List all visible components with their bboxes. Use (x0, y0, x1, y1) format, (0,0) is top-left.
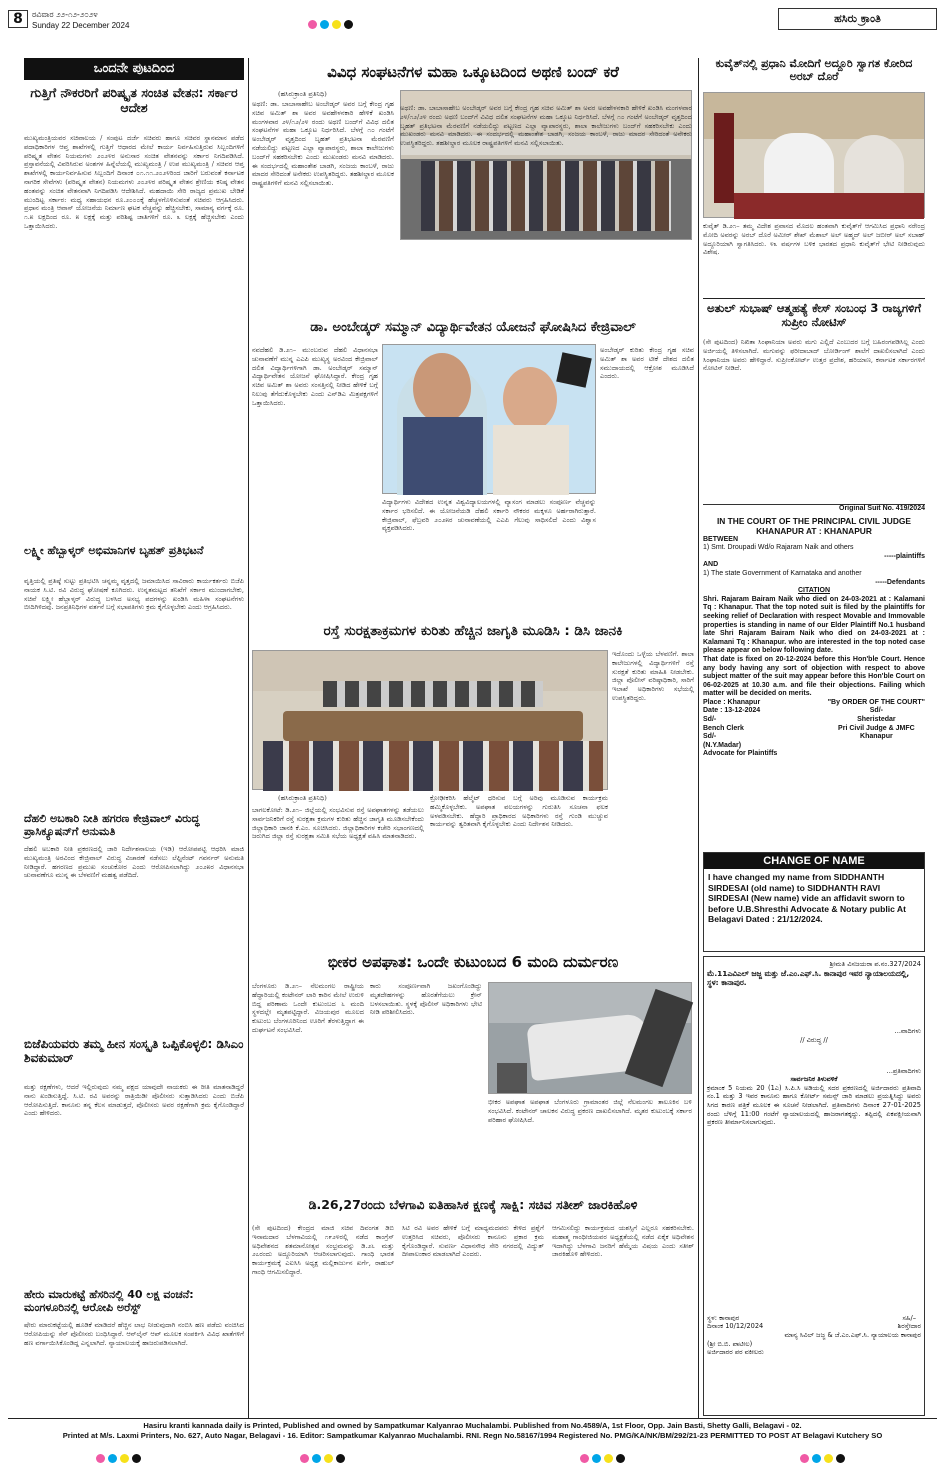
left-headline-1: ಗುತ್ತಿಗೆ ನೌಕರರಿಗೆ ಪರಿಷ್ಕೃತ ಸಂಚಿತ ವೇತನ: ಸರ್ಕಾರ ಆದೇಶ (30, 85, 238, 115)
suit-notice (703, 504, 925, 816)
suit-advocate-name: (N.Y.Madar) (703, 741, 742, 749)
left-banner: ಒಂದನೇ ಪುಟದಿಂದ (24, 58, 244, 80)
header-color-dots-left (308, 14, 356, 33)
right-body-1: ಕುವೈತ್ ಡಿ.೨೧– ತಮ್ಮ ವಿದೇಶ ಪ್ರವಾಸದ ಮೊದಲ ಹಂತವಾಗಿ ಕುವೈತ್‌ಗೆ ಆಗಮಿಸಿದ ಪ್ರಧಾನಿ ನರೇಂದ್ರ ಮೋದಿ ಅವರನ್ನು ಅರಬ್ ದೊರೆ ಅಮೀರ್ ಶೇಖ್ ಮೆಶಾಲ್ ಅಲ್ ಅಹ್ಮದ್ ಅಲ್ ಜಬೀರ್ ಅಲ್ ಸಬಾಹ್ ಅದ್ದೂರಿಯಾಗಿ ಸ್ವಾಗತಿಸಿದರು. ೪೩ ವರ್ಷಗಳ ಬಳಿಕ ಭಾರತದ ಪ್ರಧಾನಿ ಕುವೈತ್‌ಗೆ ಭೇಟಿ ನೀಡಿರುವುದು ವಿಶೇಷ. (703, 222, 925, 257)
center-headline-5: ಡಿ.26,27ರಂದು ಬೆಳಗಾವಿ ಐತಿಹಾಸಿಕ ಕ್ಷಣಕ್ಕೆ ಸಾಕ್ಷಿ: ಸಚಿವ ಸತೀಶ್ ಜಾರಕಿಹೊಳಿ (308, 1197, 638, 1212)
divider-left (248, 58, 249, 1418)
kn-notice-vadi: ...ವಾದಿಗಳು (894, 1027, 921, 1036)
center-body-1b (400, 104, 692, 310)
center-headline-2: ಡಾ. ಅಂಬೇಡ್ಕರ್ ಸಮ್ಮಾನ್ ವಿದ್ಯಾರ್ಥಿವೇತನ ಯೋಜನೆ ಘೋಷಿಸಿದ ಕೇಜ್ರಿವಾಲ್ (310, 320, 636, 335)
suit-date: Date : 13-12-2024 (703, 707, 761, 715)
suit-sd-2: Sd/- (703, 733, 717, 741)
suit-citation-title: CITATION (797, 587, 830, 595)
left-body-3: ದೆಹಲಿ ಅಬಕಾರಿ ನೀತಿ ಪ್ರಕರಣದಲ್ಲಿ ಜಾರಿ ನಿರ್ದೇಶನಾಲಯ (ಇಡಿ) ಆರೋಪಪಟ್ಟಿ ಆಧರಿಸಿ ಮಾಜಿ ಮುಖ್ಯಮಂತ್ರಿ ಅರವಿಂದ ಕೇಜ್ರಿವಾಲ್ ವಿರುದ್ಧ ವಿಚಾರಣೆ ನಡೆಸಲು ಲೆಫ್ಟಿನೆಂಟ್ ಗವರ್ನರ್ ಅನುಮತಿ ನೀಡಿದ್ದಾರೆ. ಹಗರಣದ ಪ್ರಮುಖ ಸಂಚುಕೋರ ಎಂದು ಆರೋಪಿಸಲಾಗಿದ್ದು ೨೦೨೫ರ ವಿಧಾನಸಭಾ ಚುನಾವಣೆಗೂ ಮುನ್ನ ಈ ಬೆಳವಣಿಗೆ ಮಹತ್ವ ಪಡೆದಿದೆ. (24, 845, 244, 880)
suit-court: IN THE COURT OF THE PRINCIPAL CIVIL JUDGE KHANAPUR AT : KHANAPUR (716, 515, 912, 536)
kn-notice-sd: ಸಹಿ/– (902, 1313, 917, 1322)
kn-notice-head: ಮೆ.11ಎವಿಎಲ್ ಜಜ್ಜ ಮತ್ತು ಜೆ.ಎಂ.ಎಫ್.ಸಿ. ಕಾನಾಪುರ ಇವರ ನ್ಯಾಯಾಲಯದಲ್ಲಿ, ಸ್ಥಳ: ಕಾನಾಪುರ. (707, 968, 910, 987)
center-body-1-tail: ಅಥಣಿ: ಡಾ. ಬಾಬಾಸಾಹೇಬ ಅಂಬೇಡ್ಕರ್ ಅವರ ಬಗ್ಗೆ ಕೇಂದ್ರ ಗೃಹ ಸಚಿವ ಅಮಿತ್ ಶಾ ಅವರ ಅವಹೇಳನಕಾರಿ ಹೇಳಿಕೆ ಖಂಡಿಸಿ ಮಂಗಳವಾರ ೨೪/೧೨/೨೪ ರಂದು ಅಥಣಿ ಬಂದ್‌ಗೆ ವಿವಿಧ ದಲಿತ ಸಂಘಟನೆಗಳ ಮಹಾ ಒಕ್ಕೂಟ ನಿರ್ಧರಿಸಿದೆ. ಬೆಳಗ್ಗೆ ೧೦ ಗಂಟೆಗೆ ಅಂಬೇಡ್ಕರ್ ವೃತ್ತದಿಂದ ಬೃಹತ್ ಪ್ರತಿಭಟನಾ ಮೆರವಣಿಗೆ ನಡೆಯಲಿದ್ದು ಪಟ್ಟಣದ ಎಲ್ಲಾ ವ್ಯಾಪಾರಸ್ಥರು, ಶಾಲಾ ಕಾಲೇಜುಗಳು ಬಂದ್‌ಗೆ ಸಹಕರಿಸಬೇಕು ಎಂದು ಮುಖಂಡರು ಮನವಿ ಮಾಡಿದರು. ಈ ಸಂದರ್ಭದಲ್ಲಿ ಮಹಾಂತೇಶ ಬಾಡಗಿ, ಸಂಜಯ ಕಾಂಬಳೆ, ರಾಜು ಮಾದರ ಸೇರಿದಂತೆ ಅನೇಕರು ಉಪಸ್ಥಿತರಿದ್ದರು. ತಹಶೀಲ್ದಾರ ಮೂಲಕ ರಾಷ್ಟ್ರಪತಿಗಳಿಗೆ ಮನವಿ ಸಲ್ಲಿಸಲಾಯಿತು. (400, 104, 692, 148)
footer-color-dots-center-left (300, 1448, 348, 1467)
left-column (24, 58, 244, 1418)
footer-line-2: Printed at M/s. Laxmi Printers, No. 627, Auto Nagar, Belagavi - 16. Editor: Sampatkumar Kalyanrao Muchalambi. RNI. Regn No.58167/1994 Registered No. PMG/KA/NK/BM/292/21-23 PERMITTED TO POST AT Belagavi Kutchery SO (62, 1431, 883, 1440)
kn-notice-top: ಶ್ರೀಮತಿ ವಿಸಜಯರಾ ಪ.ನಂ.327/2024 (829, 960, 921, 968)
suit-body: Shri. Rajaram Bairam Naik who died on 24-03-2021 at : Kalamani Tq : Khanapur. That the top noted suit is filed by the plaintiffs for seeking relief of Declaration with respect Movable and Immovable properties is standing in name of our Elder Plaintiff No.1 husband late Shri Rajaram Bairam Naik who died on 24-03-2021 at : Kalamani Tq : Khanapur. who are interested in the top noted case please appear on below following date. (703, 595, 925, 655)
kejriwal-scholarship-photo (382, 344, 596, 494)
right-divider-1 (703, 298, 925, 299)
center-body-2b: ವಿದ್ಯಾರ್ಥಿಗಳು ವಿದೇಶದ ಉನ್ನತ ವಿಶ್ವವಿದ್ಯಾಲಯಗಳಲ್ಲಿ ವ್ಯಾಸಂಗ ಮಾಡಲು ಸಂಪೂರ್ಣ ವೆಚ್ಚವನ್ನು ಸರ್ಕಾರ ಭರಿಸಲಿದೆ. ಈ ಯೋಜನೆಯಡಿ ದೆಹಲಿ ಸರ್ಕಾರಿ ನೌಕರರ ಮಕ್ಕಳೂ ಅರ್ಹರಾಗಿರುತ್ತಾರೆ. ಕೇಜ್ರಿವಾಲ್, ಫೆಬ್ರವರಿ ೨೦೨೫ರ ಚುನಾವಣೆಯಲ್ಲಿ ಎಎಪಿ ಗೆಲುವು ಸಾಧಿಸಲಿದೆ ಎಂದು ವಿಶ್ವಾಸ ವ್ಯಕ್ತಪಡಿಸಿದರು. (382, 498, 596, 533)
kn-notice-advocate: (ಶ್ರೀ ಬಿ.ಬಿ. ಪಾಟೀಲ) (707, 1339, 753, 1348)
center-body-5a: (ಸೇ ಪುಟದಿಂದ) ಕೇಂದ್ರದ ಮಾಜಿ ಸಚಿವ ದಿವಂಗತ ಡಿಬಿ ಇನಾಮದಾರ ಬೆಳಗಾವಿಯಲ್ಲಿ ೧೯೨೪ರಲ್ಲಿ ನಡೆದ ಕಾಂಗ್ರೆಸ್ ಅಧಿವೇಶನದ ಶತಮಾನೋತ್ಸವ ಸಂಭ್ರಮವನ್ನು ಡಿ.೨೬ ಮತ್ತು ೨೭ರಂದು ಅದ್ದೂರಿಯಾಗಿ ಆಚರಿಸಲಾಗುವುದು. ಗಾಂಧಿ ಭಾರತ ಕಾರ್ಯಕ್ರಮಕ್ಕೆ ಎಐಸಿಸಿ ಅಧ್ಯಕ್ಷ ಮಲ್ಲಿಕಾರ್ಜುನ ಖರ್ಗೆ, ರಾಹುಲ್ ಗಾಂಧಿ ಆಗಮಿಸಲಿದ್ದಾರೆ. (252, 1224, 394, 1276)
center-column (252, 58, 694, 1418)
kn-notice-place: ಸ್ಥಳ: ಕಾನಾಪುರ (707, 1313, 740, 1322)
header-date-english: Sunday 22 December 2024 (32, 21, 130, 30)
footer-imprint (8, 1421, 937, 1445)
center-body-1: ಅಥಣಿ: ಡಾ. ಬಾಬಾಸಾಹೇಬ ಅಂಬೇಡ್ಕರ್ ಅವರ ಬಗ್ಗೆ ಕೇಂದ್ರ ಗೃಹ ಸಚಿವ ಅಮಿತ್ ಶಾ ಅವರ ಅವಹೇಳನಕಾರಿ ಹೇಳಿಕೆ ಖಂಡಿಸಿ ಮಂಗಳವಾರ ೨೪/೧೨/೨೪ ರಂದು ಅಥಣಿ ಬಂದ್‌ಗೆ ವಿವಿಧ ದಲಿತ ಸಂಘಟನೆಗಳ ಮಹಾ ಒಕ್ಕೂಟ ನಿರ್ಧರಿಸಿದೆ. ಬೆಳಗ್ಗೆ ೧೦ ಗಂಟೆಗೆ ಅಂಬೇಡ್ಕರ್ ವೃತ್ತದಿಂದ ಬೃಹತ್ ಪ್ರತಿಭಟನಾ ಮೆರವಣಿಗೆ ನಡೆಯಲಿದ್ದು ಪಟ್ಟಣದ ಎಲ್ಲಾ ವ್ಯಾಪಾರಸ್ಥರು, ಶಾಲಾ ಕಾಲೇಜುಗಳು ಬಂದ್‌ಗೆ ಸಹಕರಿಸಬೇಕು ಎಂದು ಮುಖಂಡರು ಮನವಿ ಮಾಡಿದರು. ಈ ಸಂದರ್ಭದಲ್ಲಿ ಮಹಾಂತೇಶ ಬಾಡಗಿ, ಸಂಜಯ ಕಾಂಬಳೆ, ರಾಜು ಮಾದರ ಸೇರಿದಂತೆ ಅನೇಕರು ಉಪಸ್ಥಿತರಿದ್ದರು. ತಹಶೀಲ್ದಾರ ಮೂಲಕ ರಾಷ್ಟ್ರಪತಿಗಳಿಗೆ ಮನವಿ ಸಲ್ಲಿಸಲಾಯಿತು. (252, 100, 394, 188)
left-headline-2: ಲಕ್ಷ್ಮೀ ಹೆಬ್ಬಾಳ್ಕರ್ ಅಭಿಮಾನಿಗಳ ಬೃಹತ್ ಪ್ರತಿಭಟನೆ (24, 544, 204, 557)
center-body-4b: ಕಾರು ಸಂಪೂರ್ಣವಾಗಿ ಜಖಂಗೊಂಡಿದ್ದು ಮೃತದೇಹಗಳನ್ನು ಹೊರತೆಗೆಯಲು ಕ್ರೇನ್ ಬಳಸಲಾಯಿತು. ಸ್ಥಳಕ್ಕೆ ಪೊಲೀಸ್ ಅಧಿಕಾರಿಗಳು ಭೇಟಿ ನೀಡಿ ಪರಿಶೀಲಿಸಿದರು. (370, 982, 482, 1017)
suit-place: Place : Khanapur (703, 698, 761, 706)
center-body-2a: ನವದೆಹಲಿ ಡಿ.೨೧– ಮುಂಬರುವ ದೆಹಲಿ ವಿಧಾನಸಭಾ ಚುನಾವಣೆಗೆ ಮುನ್ನ ಎಎಪಿ ಮುಖ್ಯಸ್ಥ ಅರವಿಂದ ಕೇಜ್ರಿವಾಲ್ ದಲಿತ ವಿದ್ಯಾರ್ಥಿಗಳಿಗಾಗಿ ಡಾ. ಅಂಬೇಡ್ಕರ್ ಸಮ್ಮಾನ್ ವಿದ್ಯಾರ್ಥಿವೇತನ ಯೋಜನೆ ಘೋಷಿಸಿದ್ದಾರೆ. ಕೇಂದ್ರ ಗೃಹ ಸಚಿವ ಅಮಿತ್ ಶಾ ಅವರು ಸಂಸತ್ತಿನಲ್ಲಿ ನೀಡಿದ ಹೇಳಿಕೆ ಬಗ್ಗೆ ನಿಲುವು ತೆಗೆದುಕೊಳ್ಳಬೇಕು ಎಂದು ಎನ್‌ಡಿಎ ಮಿತ್ರಪಕ್ಷಗಳಿಗೆ ಒತ್ತಾಯಿಸಿದರು. (252, 346, 378, 407)
kn-notice-sheri: ಶಿರಸ್ತೇದಾರ (897, 1322, 921, 1331)
center-body-5b: ಸಿಟಿ ರವಿ ಅವರ ಹೇಳಿಕೆ ಬಗ್ಗೆ ಮಾಧ್ಯಮದವರು ಕೇಳಿದ ಪ್ರಶ್ನೆಗೆ ಉತ್ತರಿಸಿದ ಸಚಿವರು, ಪೊಲೀಸರು ಕಾನೂನು ಪ್ರಕಾರ ಕ್ರಮ ಕೈಗೊಂಡಿದ್ದಾರೆ. ಸುವರ್ಣ ವಿಧಾನಸೌಧ ಸೇರಿ ನಗರದಲ್ಲಿ ವಿದ್ಯುತ್ ದೀಪಾಲಂಕಾರ ಮಾಡಲಾಗಿದೆ ಎಂದರು. (402, 1224, 544, 1259)
footer-color-dots-center-right (580, 1448, 628, 1467)
suit-sheristedar: Sheristedar (857, 716, 896, 724)
suit-place-2: Khanapur (860, 733, 893, 741)
suit-number: Original Suit No. 419/2024 (839, 505, 925, 512)
suit-order: "By ORDER OF THE COURT" (827, 698, 925, 706)
suit-plaintiff: 1) Smt. Droupadi Wd/o Rajaram Naik and others (703, 544, 854, 552)
suit-defendant: 1) The state Government of Karnataka and another (703, 569, 862, 577)
header-masthead: ಹಸಿರು ಕ್ರಾಂತಿ (778, 8, 937, 30)
center-headline-3: ರಸ್ತೆ ಸುರಕ್ಷತಾಕ್ರಮಗಳ ಕುರಿತು ಹೆಚ್ಚಿನ ಜಾಗೃತಿ ಮೂಡಿಸಿ : ಡಿಸಿ ಜಾನಕಿ (323, 623, 623, 639)
right-headline-1: ಕುವೈತ್‌ನಲ್ಲಿ ಪ್ರಧಾನಿ ಮೋದಿಗೆ ಅದ್ದೂರಿ ಸ್ವಾಗತ ಕೋರಿದ ಅರಬ್ ದೊರೆ (715, 57, 913, 83)
center-body-5c: ಆಗಮಿಸಲಿದ್ದು ಕಾರ್ಯಕ್ರಮದ ಯಶಸ್ಸಿಗೆ ಎಲ್ಲರೂ ಸಹಕರಿಸಬೇಕು. ಮಹಾತ್ಮ ಗಾಂಧೀಜಿಯವರ ಅಧ್ಯಕ್ಷತೆಯಲ್ಲಿ ನಡೆದ ಏಕೈಕ ಅಧಿವೇಶನ ಇದಾಗಿದ್ದು ಬೆಳಗಾವಿ ಜನರಿಗೆ ಹೆಮ್ಮೆಯ ವಿಷಯ ಎಂದು ಸತೀಶ್ ಜಾರಕಿಹೊಳಿ ಹೇಳಿದರು. (552, 1224, 694, 1259)
center-body-3a: ಬಾಗಲಕೋಟೆ: ಡಿ.೨೧– ಜಿಲ್ಲೆಯಲ್ಲಿ ಸಂಭವಿಸುವ ರಸ್ತೆ ಅಪಘಾತಗಳನ್ನು ತಡೆಯಲು ಸಾರ್ವಜನಿಕರಿಗೆ ರಸ್ತೆ ಸುರಕ್ಷತಾ ಕ್ರಮಗಳ ಕುರಿತು ಹೆಚ್ಚಿನ ಜಾಗೃತಿ ಮೂಡಿಸಬೇಕೆಂದು ಜಿಲ್ಲಾಧಿಕಾರಿ ಜಾನಕಿ ಕೆ.ಎಂ. ಸೂಚಿಸಿದರು. ಜಿಲ್ಲಾಧಿಕಾರಿಗಳ ಕಚೇರಿ ಸಭಾಂಗಣದಲ್ಲಿ ಜರುಗಿದ ಜಿಲ್ಲಾ ರಸ್ತೆ ಸುರಕ್ಷತಾ ಸಮಿತಿ ಸಭೆಯ ಅಧ್ಯಕ್ಷತೆ ವಹಿಸಿ ಮಾತನಾಡಿದರು. (252, 806, 424, 841)
footer-rule (8, 1418, 937, 1419)
left-body-1: ಮುಖ್ಯಮಂತ್ರಿಯವರ ಸಚಿವಾಲಯ / ಸಂಪುಟ ದರ್ಜೆ ಸಚಿವರು ಹಾಗೂ ಸಚಿವರ ಸ್ಥಾನಮಾನ ಪಡೆದ ಪದಾಧಿಕಾರಿಗಳ ಆಪ್ತ ಶಾಖೆಗಳಲ್ಲಿ ಗುತ್ತಿಗೆ ಆಧಾರದ ಮೇಲೆ ಕಾರ್ಯ ನಿರ್ವಹಿಸುತ್ತಿರುವ ಸಿಬ್ಬಂದಿಗಳಿಗೆ ಪರಿಷ್ಕೃತ ವೇತನ ನಿಯಮಗಳು ೨೦೨೪ರ ಅನುಸಾರ ಸಂಚಿತ ವೇತನವನ್ನು ಸರ್ಕಾರ ನಿಗದಿಪಡಿಸಿದೆ. ಪ್ರಸ್ತಾವನೆಯಲ್ಲಿ ವಿವರಿಸಿರುವ ಅಂಶಗಳ ಹಿನ್ನೆಲೆಯಲ್ಲಿ ಮುಖ್ಯಮಂತ್ರಿ / ಉಪ ಮುಖ್ಯಮಂತ್ರಿ / ಸಚಿವರ ಆಪ್ತ ಶಾಖೆಗಳಲ್ಲಿ ಕಾರ್ಯನಿರ್ವಹಿಸುವ ಸಿಬ್ಬಂದಿಗೆ ದಿನಾಂಕ ೦೧.೧೧.೨೦೨೪ರಿಂದ ಜಾರಿಗೆ ಬರುವಂತೆ ಕರ್ನಾಟಕ ನಾಗರಿಕ ಸೇವೆಗಳು (ಪರಿಷ್ಕೃತ ವೇತನ) ನಿಯಮಗಳು ೨೦೨೪ರ ಪರಿಷ್ಕೃತ ವೇತನ ಶ್ರೇಣಿಯ ಕನಿಷ್ಠ ವೇತನ ಹಂತವನ್ನು ಸಂಚಿತ ವೇತನವಾಗಿ ನಿಗದಿಪಡಿಸಿ ಆದೇಶಿಸಿದೆ. ಮಹದಾಯಿ ಸೇರಿ ರಾಜ್ಯದ ಪ್ರಮುಖ ಬೇಡಿಕೆ ಮುಂದಿಟ್ಟ ಸರ್ಕಾರ: ಮಧ್ಯ ಸಹಾಯಧನ ರೂ.೨೦೦೦ಕ್ಕೆ ಹೆಚ್ಚಳಗೊಳಿಸುವಂತೆ ಸಚಿವರು ಆಗ್ರಹಿಸಿದರು. ಪ್ರಧಾನ ಮಂತ್ರಿ ಆವಾಸ್ ಯೋಜನೆಯ ನಿರ್ಮಾಣ ಘಟಕ ವೆಚ್ಚವನ್ನು ಹೆಚ್ಚಿಸಬೇಕು, ಸಾಮಾನ್ಯ ವರ್ಗಕ್ಕೆ ರೂ. ೧.೫ ಲಕ್ಷದಿಂದ ರೂ. ೫ ಲಕ್ಷಕ್ಕೆ ಮತ್ತು ಪರಿಶಿಷ್ಟ ಜಾತಿಗಳಿಗೆ ರೂ. ೩ ಲಕ್ಷಕ್ಕೆ ಹೆಚ್ಚಿಸಬೇಕು ಎಂದು ಒತ್ತಾಯಿಸಿದರು. (24, 134, 244, 230)
suit-advocate-role: Advocate for Plaintiffs (703, 750, 778, 758)
kn-notice-date: ದಿನಾಂಕ 10/12/2024 (707, 1322, 764, 1331)
suit-plaintiff-role: -----plaintiffs (884, 552, 925, 560)
suit-body-2: That date is fixed on 20-12-2024 before this Hon'ble Court. Hence any body having any sort of objection with respect to above subject matter of the suit may appear before this Hon'ble Court on 06-02-2025 at 10.30 a.m. and file their objections. Failing which matter will be decided on merits. (703, 655, 925, 698)
left-headline-5: ಹೇರು ಮಾರುಕಟ್ಟೆ ಹೆಸರಿನಲ್ಲಿ 40 ಲಕ್ಷ ವಂಚನೆ: ಮಂಗಳೂರಿನಲ್ಲಿ ಆರೋಪಿ ಅರೆಸ್ಟ್ (24, 1288, 194, 1314)
center-body-3c: ಇದೊಂದು ಒಳ್ಳೆಯ ಬೆಳವಣಿಗೆ. ಶಾಲಾ ಕಾಲೇಜುಗಳಲ್ಲಿ ವಿದ್ಯಾರ್ಥಿಗಳಿಗೆ ರಸ್ತೆ ಸುರಕ್ಷತೆ ಕುರಿತು ಮಾಹಿತಿ ನೀಡಬೇಕು. ಜಿಲ್ಲಾ ಪೊಲೀಸ್ ವರಿಷ್ಠಾಧಿಕಾರಿ, ಸಾರಿಗೆ ಇಲಾಖೆ ಅಧಿಕಾರಿಗಳು ಸಭೆಯಲ್ಲಿ ಉಪಸ್ಥಿತರಿದ್ದರು. (612, 650, 694, 702)
kn-notice-public: ಸಾರ್ವಜನಿಕ ತಿಳುವಳಿಕೆ (790, 1075, 838, 1084)
center-headline-1: ವಿವಿಧ ಸಂಘಟನೆಗಳ ಮಹಾ ಒಕ್ಕೂಟದಿಂದ ಅಥಣಿ ಬಂದ್ ಕರೆ (327, 63, 619, 81)
header-date-kannada: ರವಿವಾರ ೨೨-೧೨-೨೦೨೪ (32, 10, 98, 19)
kn-notice-advocate-role: ಅರ್ಜಿದಾರರ ಪರ ವಕೀಲರು (707, 1348, 764, 1357)
right-body-2: (ಸೇ ಪುಟದಿಂದ) ನಿಖಿತಾ ಸಿಂಘಾನಿಯಾ ಅವರು ಮಗು ಎಲ್ಲಿದೆ ಎಂಬುದರ ಬಗ್ಗೆ ಬಹಿರಂಗಪಡಿಸಿಲ್ಲ ಎಂದು ಅರ್ಜಿಯಲ್ಲಿ ತಿಳಿಸಲಾಗಿದೆ. ಮಗುವನ್ನು ಫರೀದಾಬಾದ್ ಬೋರ್ಡಿಂಗ್ ಶಾಲೆಗೆ ದಾಖಲಿಸಲಾಗಿದೆ ಎಂದು ಸಿಂಘಾನಿಯಾ ಅವರು ಹೇಳಿದ್ದಾರೆ. ಸುಪ್ರೀಂಕೋರ್ಟ್ ಉತ್ತರ ಪ್ರದೇಶ, ಹರಿಯಾಣ, ಕರ್ನಾಟಕ ಸರ್ಕಾರಗಳಿಗೆ ನೋಟಿಸ್ ನೀಡಿದೆ. (703, 338, 925, 373)
left-body-5: ಷೇರು ಮಾರುಕಟ್ಟೆಯಲ್ಲಿ ಹೂಡಿಕೆ ಮಾಡಿದರೆ ಹೆಚ್ಚಿನ ಲಾಭ ನೀಡುವುದಾಗಿ ನಂಬಿಸಿ ಹಣ ಪಡೆದು ವಂಚಿಸಿದ ಆರೋಪಿಯನ್ನು ಸೆನ್ ಪೊಲೀಸರು ಬಂಧಿಸಿದ್ದಾರೆ. ಆನ್‌ಲೈನ್ ಆಪ್ ಮೂಲಕ ಸಂಪರ್ಕಿಸಿ ವಿವಿಧ ಖಾತೆಗಳಿಗೆ ಹಣ ವರ್ಗಾಯಿಸಿಕೊಂಡಿದ್ದ ಎನ್ನಲಾಗಿದೆ. ನ್ಯಾಯಾಲಯಕ್ಕೆ ಹಾಜರುಪಡಿಸಲಾಗಿದೆ. (24, 1321, 244, 1347)
center-headline-4: ಭೀಕರ ಅಪಘಾತ: ಒಂದೇ ಕುಟುಂಬದ 6 ಮಂದಿ ದುರ್ಮರಣ (327, 953, 619, 971)
center-credit-1: (ಹಸಿರುಕ್ರಾಂತಿ ಪ್ರತಿನಿಧಿ) (278, 90, 327, 98)
page-number: 8 (8, 10, 28, 28)
center-body-3b: ಕ್ರೋಢೀಕರಿಸಿ ಹೆಲ್ಮೆಟ್ ಧರಿಸುವ ಬಗ್ಗೆ ಅರಿವು ಮೂಡಿಸುವ ಕಾರ್ಯಕ್ರಮ ಹಮ್ಮಿಕೊಳ್ಳಬೇಕು. ಅಪಘಾತ ವಲಯಗಳನ್ನು ಗುರುತಿಸಿ ಸೂಚನಾ ಫಲಕ ಅಳವಡಿಸಬೇಕು. ಹೆದ್ದಾರಿ ಪ್ರಾಧಿಕಾರದ ಅಧಿಕಾರಿಗಳು ರಸ್ತೆ ಗುಂಡಿ ಮುಚ್ಚುವ ಕಾರ್ಯವನ್ನು ತ್ವರಿತವಾಗಿ ಕೈಗೊಳ್ಳಬೇಕು ಎಂದು ನಿರ್ದೇಶನ ನೀಡಿದರು. (430, 794, 608, 829)
left-body-4: ಮತ್ತು ರಕ್ಷಣೆಗಳು, ಆದರೆ ಇಲ್ಲಿರುವುದು ನಮ್ಮ ಪಕ್ಷದ ಯಾವುದೇ ನಾಯಕರು ಈ ರೀತಿ ಮಾತನಾಡಿದ್ದರೆ ನಾನು ಖಂಡಿಸುತ್ತಿದ್ದೆ. ಸಿ.ಟಿ. ರವಿ ಅವರನ್ನು ರಾತ್ರಿಯಿಡೀ ಪೊಲೀಸರು ಸುತ್ತಾಡಿಸಿದರು ಎಂದು ಬಿಜೆಪಿ ಆರೋಪಿಸುತ್ತಿದೆ. ಕಾನೂನು ತನ್ನ ಕೆಲಸ ಮಾಡುತ್ತದೆ, ಪೊಲೀಸರು ಅವರ ರಕ್ಷಣೆಗಾಗಿ ಕ್ರಮ ಕೈಗೊಂಡಿದ್ದಾರೆ ಎಂದು ಹೇಳಿದರು. (24, 1083, 244, 1118)
dc-meeting-photo (252, 650, 608, 790)
suit-bench-clerk: Bench Clerk (703, 724, 744, 732)
center-body-4a: ಬೆಂಗಳೂರು ಡಿ.೨೧– ನೆಲಮಂಗಲ ರಾಷ್ಟ್ರೀಯ ಹೆದ್ದಾರಿಯಲ್ಲಿ ಕಂಟೇನರ್ ಲಾರಿ ಕಾರಿನ ಮೇಲೆ ಉರುಳಿ ಬಿದ್ದ ಪರಿಣಾಮ ಒಂದೇ ಕುಟುಂಬದ ೬ ಮಂದಿ ಸ್ಥಳದಲ್ಲೇ ಮೃತಪಟ್ಟಿದ್ದಾರೆ. ವಿಜಯಪುರ ಮೂಲದ ಕುಟುಂಬ ಬೆಂಗಳೂರಿನಿಂದ ಊರಿಗೆ ತೆರಳುತ್ತಿದ್ದಾಗ ಈ ದುರ್ಘಟನೆ ಸಂಭವಿಸಿದೆ. (252, 982, 364, 1034)
footer-color-dots-left (96, 1448, 144, 1467)
divider-right (698, 58, 699, 1418)
change-of-name-notice (703, 852, 925, 952)
left-headline-4: ಬಿಜೆಪಿಯವರು ತಮ್ಮ ಹೀನ ಸಂಸ್ಕೃತಿ ಒಪ್ಪಿಕೊಳ್ಳಲಿ: ಡಿಸಿಎಂ ಶಿವಕುಮಾರ್ (24, 1037, 244, 1066)
change-of-name-body: I have changed my name from SIDDHANTH SIRDESAI (old name) to SIDDHANTH RAVI SIRDESAI (New name) vide an affidavit sworn to before U.B.Shresthi Advocate & Notary public At Belagavi Dated : 21/12/2024. (708, 872, 907, 924)
change-of-name-title: CHANGE OF NAME (704, 853, 924, 869)
suit-sd-1: Sd/- (703, 716, 717, 724)
page-header (8, 8, 937, 50)
kannada-court-notice (703, 956, 925, 1416)
footer-line-1: Hasiru kranti kannada daily is Printed, Published and owned by Sampatkumar Kalyanrao Muchalambi. Published from No.4589/A, 1st Floor, Opp. Jain Basti, Shetty Galli, Belagavi - 02. (143, 1421, 802, 1430)
suit-between: BETWEEN (703, 535, 738, 543)
suit-and: AND (703, 561, 719, 569)
right-headline-2: ಅತುಲ್ ಸುಭಾಷ್ ಆತ್ಮಹತ್ಯೆ ಕೇಸ್ ಸಂಬಂಧ 3 ರಾಜ್ಯಗಳಿಗೆ ಸುಪ್ರೀಂ ನೋಟಿಸ್ (706, 301, 922, 329)
kn-notice-body: ಕ್ರಮಾಂಕ 5 ನಿಯಮ 20 (1ಎ) ಸಿ.ಪಿ.ಸಿ ಅಡಿಯಲ್ಲಿ ಸದರ ಪ್ರಕರಣದಲ್ಲಿ ಅರ್ಜಿದಾರರು ಪ್ರತಿವಾದಿ ನಂ.1 ಮತ್ತು 3 ಇವರ ಕಾನೂನು ಹಾಗೂ ಕೋರ್ಟ್ ಸಮನ್ಸ್ ಜಾರಿ ಮಾಡಲು ಪ್ರಯತ್ನಿಸಿದ್ದು ಅವರು ಸಿಗದ ಕಾರಣ ಪತ್ರಿಕೆ ಮೂಲಕ ಈ ಸೂಚನೆ ನೀಡಲಾಗಿದೆ. ಪ್ರತಿವಾದಿಗಳು ದಿನಾಂಕ 27-01-2025 ರಂದು ಬೆಳಿಗ್ಗೆ 11:00 ಗಂಟೆಗೆ ನ್ಯಾಯಾಲಯದಲ್ಲಿ ಹಾಜರಾಗತಕ್ಕದ್ದು. ತಪ್ಪಿದಲ್ಲಿ ಏಕಪಕ್ಷೀಯವಾಗಿ ಪ್ರಕರಣ ತೀರ್ಮಾನಿಸಲಾಗುವುದು. (707, 1083, 921, 1127)
footer-color-dots-right (800, 1448, 848, 1467)
left-headline-3: ದೆಹಲಿ ಅಬಕಾರಿ ನೀತಿ ಹಗರಣ ಕೇಜ್ರಿವಾಲ್ ವಿರುದ್ಧ ಪ್ರಾಸಿಕ್ಯೂಷನ್‌ಗೆ ಅನುಮತಿ (24, 812, 200, 838)
suit-sd-3: Sd/- (869, 707, 883, 715)
left-body-2: ವೃತ್ತಿಯಲ್ಲಿ ಪ್ರತಿಷ್ಠೆ ಸುಟ್ಟು ಪ್ರತಿಭಟಿಸಿ ಚನ್ನಮ್ಮ ವೃತ್ತದಲ್ಲಿ ಜಮಾಯಿಸಿದ ಸಾವಿರಾರು ಕಾರ್ಯಕರ್ತರು ಬಿಜೆಪಿ ನಾಯಕ ಸಿ.ಟಿ. ರವಿ ವಿರುದ್ಧ ಘೋಷಣೆ ಕೂಗಿದರು. ಉನ್ನತಮಟ್ಟದ ತನಿಖೆಗೆ ಸರ್ಕಾರ ಮುಂದಾಗಬೇಕು, ಸಚಿವೆ ಲಕ್ಷ್ಮೀ ಹೆಬ್ಬಾಳ್ಕರ್ ವಿರುದ್ಧ ಬಳಸಿದ ಅಸಭ್ಯ ಪದಗಳನ್ನು ಖಂಡಿಸಿ ಮಹಿಳಾ ಸಂಘಟನೆಗಳು ಬೀದಿಗಿಳಿದವು. ಜನಪ್ರತಿನಿಧಿಗಳ ವರ್ತನೆ ಬಗ್ಗೆ ಸಭಾಪತಿಗಳು ಕ್ರಮ ಕೈಗೊಳ್ಳಬೇಕು ಎಂದು ಆಗ್ರಹಿಸಿದರು. (24, 577, 244, 612)
kn-notice-judge: ಮಾನ್ಯ ಸಿವಿಲ್ ಜಜ್ಜ & ಜೆ.ಎಂ.ಎಫ್.ಸಿ. ನ್ಯಾಯಾಲಯ ಕಾನಾಪುರ (784, 1330, 921, 1339)
center-body-2c: ಅಂಬೇಡ್ಕರ್ ಕುರಿತು ಕೇಂದ್ರ ಗೃಹ ಸಚಿವ ಅಮಿತ್ ಶಾ ಅವರ ಟೀಕೆ ದೇಶದ ದಲಿತ ಸಮುದಾಯದಲ್ಲಿ ಆಕ್ರೋಶ ಮೂಡಿಸಿದೆ ಎಂದರು. (600, 346, 694, 381)
modi-kuwait-photo (703, 92, 925, 218)
suit-judge: Pri Civil Judge & JMFC (838, 724, 915, 732)
kn-notice-against: // ವಿರುದ್ಧ // (800, 1036, 828, 1044)
accident-photo (488, 982, 692, 1094)
right-column (703, 58, 925, 1418)
suit-defendant-role: -----Defendants (875, 578, 925, 586)
kn-notice-prati: ...ಪ್ರತಿವಾದಿಗಳು (886, 1066, 921, 1075)
center-body-4c: ಭೀಕರ ಅಪಘಾತ ಅಪಘಾತ ಬೆಂಗಳೂರು ಗ್ರಾಮಾಂತರ ಜಿಲ್ಲೆ ನೆಲಮಂಗಲ ತಾಲೂಕಿನ ಬಳಿ ಸಂಭವಿಸಿದೆ. ಕಂಟೇನರ್ ಚಾಲಕನ ವಿರುದ್ಧ ಪ್ರಕರಣ ದಾಖಲಿಸಲಾಗಿದೆ. ಮೃತರ ಕುಟುಂಬಕ್ಕೆ ಸರ್ಕಾರ ಪರಿಹಾರ ಘೋಷಿಸಿದೆ. (488, 1098, 692, 1124)
center-credit-3: (ಹಸಿರುಕ್ರಾಂತಿ ಪ್ರತಿನಿಧಿ) (278, 794, 327, 802)
